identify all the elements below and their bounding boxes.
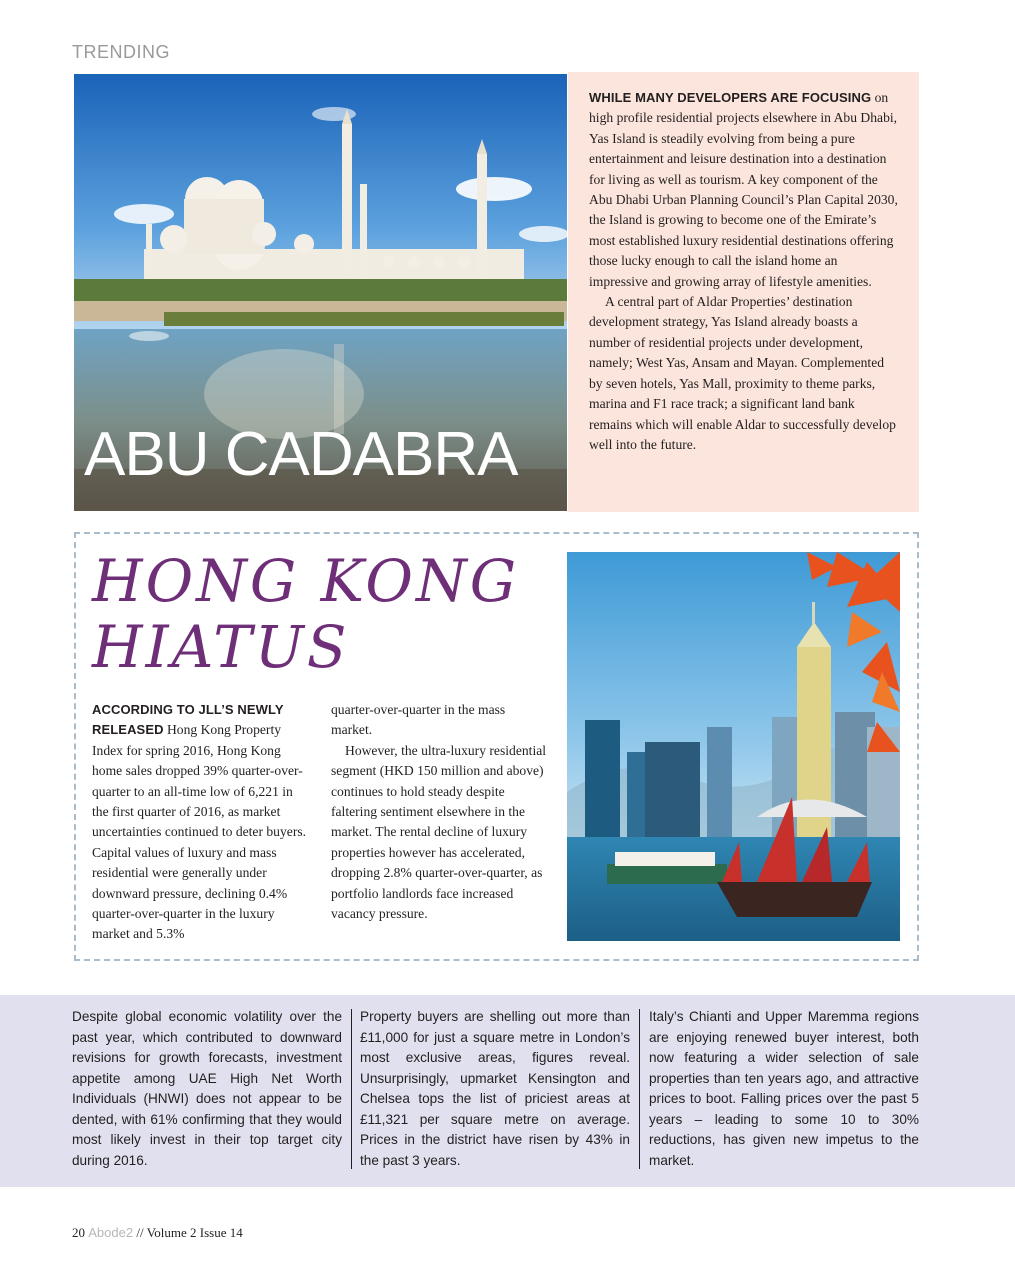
hong-kong-title-line-1: HONG KONG — [92, 547, 520, 615]
brief-london-prices: Property buyers are shelling out more than £11,000 for just a square metre in London’s most exclusive areas, figures reveal. Unsurprisingly, upmarket Kensington and Chelsea tops the list of priciest areas at £11,321 per square metre on average. Prices in the district have risen by 43% in the past 3 years. — [360, 1009, 630, 1168]
abu-dhabi-paragraph-2: A central part of Aldar Properties’ destination development strategy, Yas Island already boasts a number of residential projects under development, namely; West Yas, Ansam and Mayan. Complemented by seven hotels, Yas Mall, proximity to theme parks, marina and F1 race track; a significant land bank remains which will enable Aldar to successfully develop well into the future. — [589, 294, 896, 452]
hong-kong-lead-in: ACCORDING TO JLL’S NEWLY RELEASED — [92, 702, 284, 738]
section-kicker: TRENDING — [72, 42, 170, 62]
news-briefs-band — [0, 995, 1015, 1187]
abu-dhabi-paragraph-1 — [589, 88, 899, 292]
page-number: 20 — [72, 1225, 85, 1240]
hong-kong-title — [92, 548, 519, 680]
abu-dhabi-paragraph-1-text: on high profile residential projects elsewhere in Abu Dhabi, Yas Island is steadily evolving from being a pure entertainment and leisure destination into a destination for living as well as tourism. A key component of the Abu Dhabi Urban Planning Council’s Plan Capital 2030, the Island is growing to become one of the Emirate’s most established luxury residential destinations offering those lucky enough to call the island home an impressive and growing array of lifestyle amenities. — [589, 90, 898, 289]
hong-kong-column-2-paragraph-2: However, the ultra-luxury residential segment (HKD 150 million and above) continues to hold steady despite faltering sentiment elsewhere in the market. The rental decline of luxury properties however has accelerated, dropping 2.8% quarter-over-quarter, as portfolio landlords face increased vacancy pressure. — [331, 742, 547, 922]
hong-kong-column-1 — [92, 700, 312, 945]
abu-dhabi-lead-in: WHILE MANY DEVELOPERS ARE FOCUSING — [589, 90, 872, 105]
hong-kong-harbour-photo — [567, 552, 900, 941]
column-divider — [351, 1009, 352, 1169]
abu-cadabra-title: ABU CADABRA — [84, 420, 518, 489]
magazine-name: Abode2 — [88, 1225, 134, 1240]
abu-dhabi-article — [568, 72, 919, 512]
hong-kong-title-line-2: HIATUS — [92, 613, 350, 681]
hong-kong-column-1-text: Hong Kong Property Index for spring 2016, Hong Kong home sales dropped 39% quarter-over-quarter to an all-time low of 6,221 in the first quarter of 2016, as market uncertainties continued to deter buyers. Capital values of luxury and mass residential were generally under downward pressure, declining 0.4% quarter-over-quarter in the luxury market and 5.3% — [92, 722, 307, 942]
hong-kong-column-2-paragraph-1: quarter-over-quarter in the mass market. — [331, 702, 506, 738]
mosque-photo — [74, 74, 567, 511]
issue-label: // Volume 2 Issue 14 — [133, 1225, 243, 1240]
brief-italy-chianti: Italy’s Chianti and Upper Maremma regions are enjoying renewed buyer interest, both now featuring a wider selection of sale properties than ten years ago, and attractive prices to boot. Falling prices over the past 5 years – leading to some 10 to 30% reductions, has given new impetus to the market. — [649, 1009, 919, 1168]
brief-uae-hnwi: Despite global economic volatility over the past year, which contributed to downward revisions for growth forecasts, investment appetite among UAE High Net Worth Individuals (HNWI) does not appear to be dented, with 61% confirming that they would most likely invest in their top target city during 2016. — [72, 1009, 342, 1168]
hong-kong-column-2 — [331, 700, 549, 924]
column-divider — [639, 1009, 640, 1169]
page-footer — [72, 1225, 243, 1241]
